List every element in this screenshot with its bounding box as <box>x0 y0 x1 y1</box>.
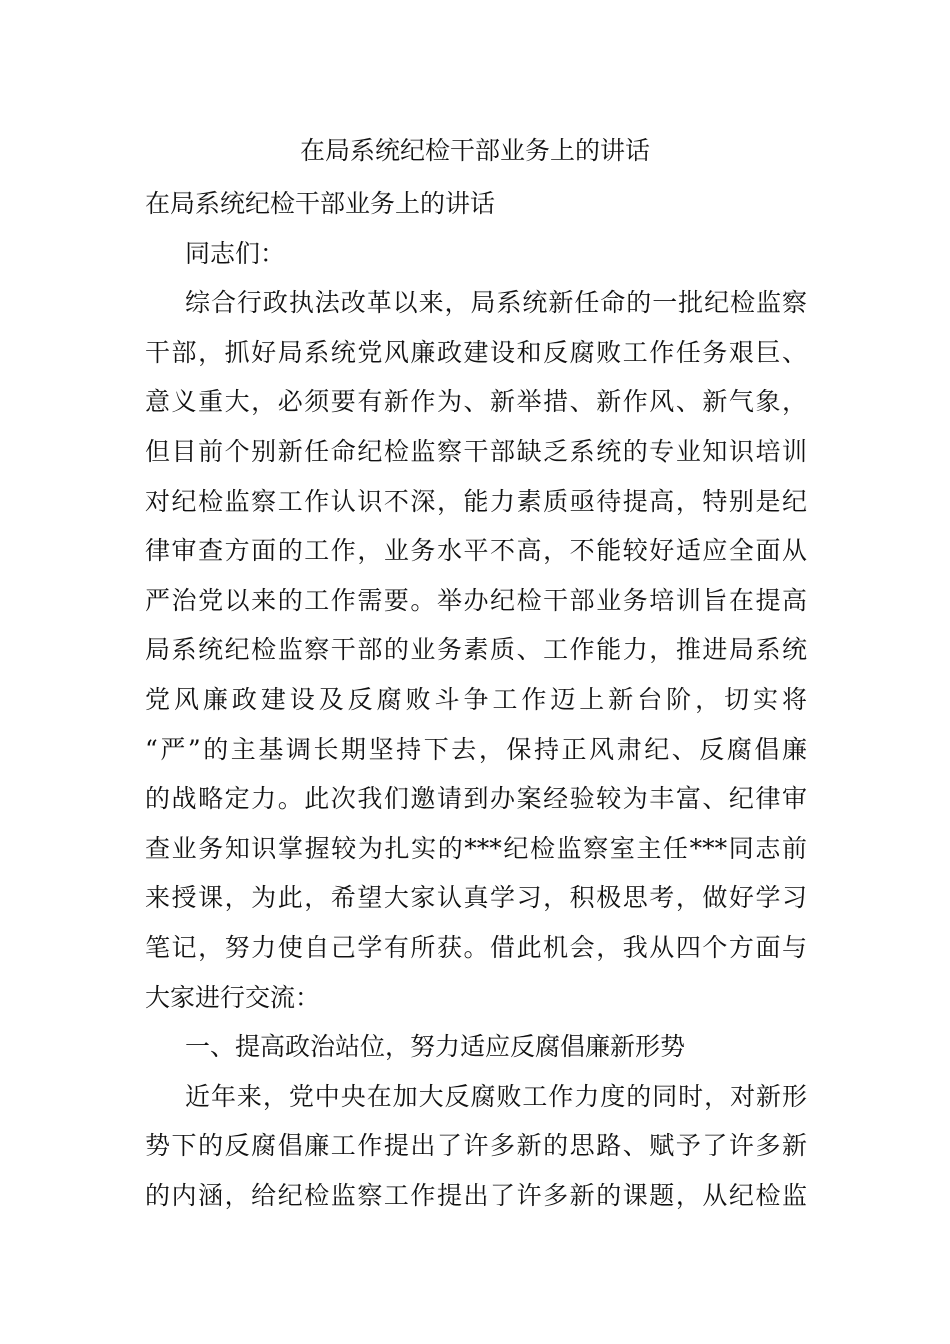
text-line: 大家进行交流： <box>145 982 321 1012</box>
text-line: 笔记，努力使自己学有所获。借此机会，我从四个方面与 <box>145 932 807 962</box>
document-title: 在局系统纪检干部业务上的讲话 <box>299 136 650 165</box>
text-line: 势下的反腐倡廉工作提出了许多新的思路、赋予了许多新 <box>145 1131 807 1161</box>
text-line: 同志们： <box>185 238 286 268</box>
text-line: 综合行政执法改革以来，局系统新任命的一批纪检监察 <box>185 288 807 318</box>
text-line: 党风廉政建设及反腐败斗争工作迈上新台阶，切实将 <box>145 684 807 714</box>
text-line: 的战略定力。此次我们邀请到办案经验较为丰富、纪律审 <box>145 784 807 814</box>
text-line: 近年来，党中央在加大反腐败工作力度的同时，对新形 <box>185 1081 807 1111</box>
text-line: “严”的主基调长期坚持下去，保持正风肃纪、反腐倡廉 <box>145 734 807 764</box>
text-line: 对纪检监察工作认识不深，能力素质亟待提高，特别是纪 <box>145 486 807 516</box>
document-body <box>145 179 807 1220</box>
text-line: 局系统纪检监察干部的业务素质、工作能力，推进局系统 <box>145 635 807 665</box>
text-line: 来授课，为此，希望大家认真学习，积极思考，做好学习 <box>145 883 807 913</box>
document-subtitle: 在局系统纪检干部业务上的讲话 <box>145 189 496 218</box>
text-line: 干部，抓好局系统党风廉政建设和反腐败工作任务艰巨、 <box>145 337 807 367</box>
text-line: 查业务知识掌握较为扎实的***纪检监察室主任***同志前 <box>145 833 807 863</box>
text-line: 一、提高政治站位，努力适应反腐倡廉新形势 <box>185 1032 686 1062</box>
text-line: 律审查方面的工作，业务水平不高，不能较好适应全面从 <box>145 536 807 566</box>
text-line: 严治党以来的工作需要。举办纪检干部业务培训旨在提高 <box>145 585 807 615</box>
text-line: 意义重大，必须要有新作为、新举措、新作风、新气象， <box>145 387 807 417</box>
text-line: 的内涵，给纪检监察工作提出了许多新的课题，从纪检监 <box>145 1180 807 1210</box>
text-line: 但目前个别新任命纪检监察干部缺乏系统的专业知识培训 <box>145 436 807 466</box>
